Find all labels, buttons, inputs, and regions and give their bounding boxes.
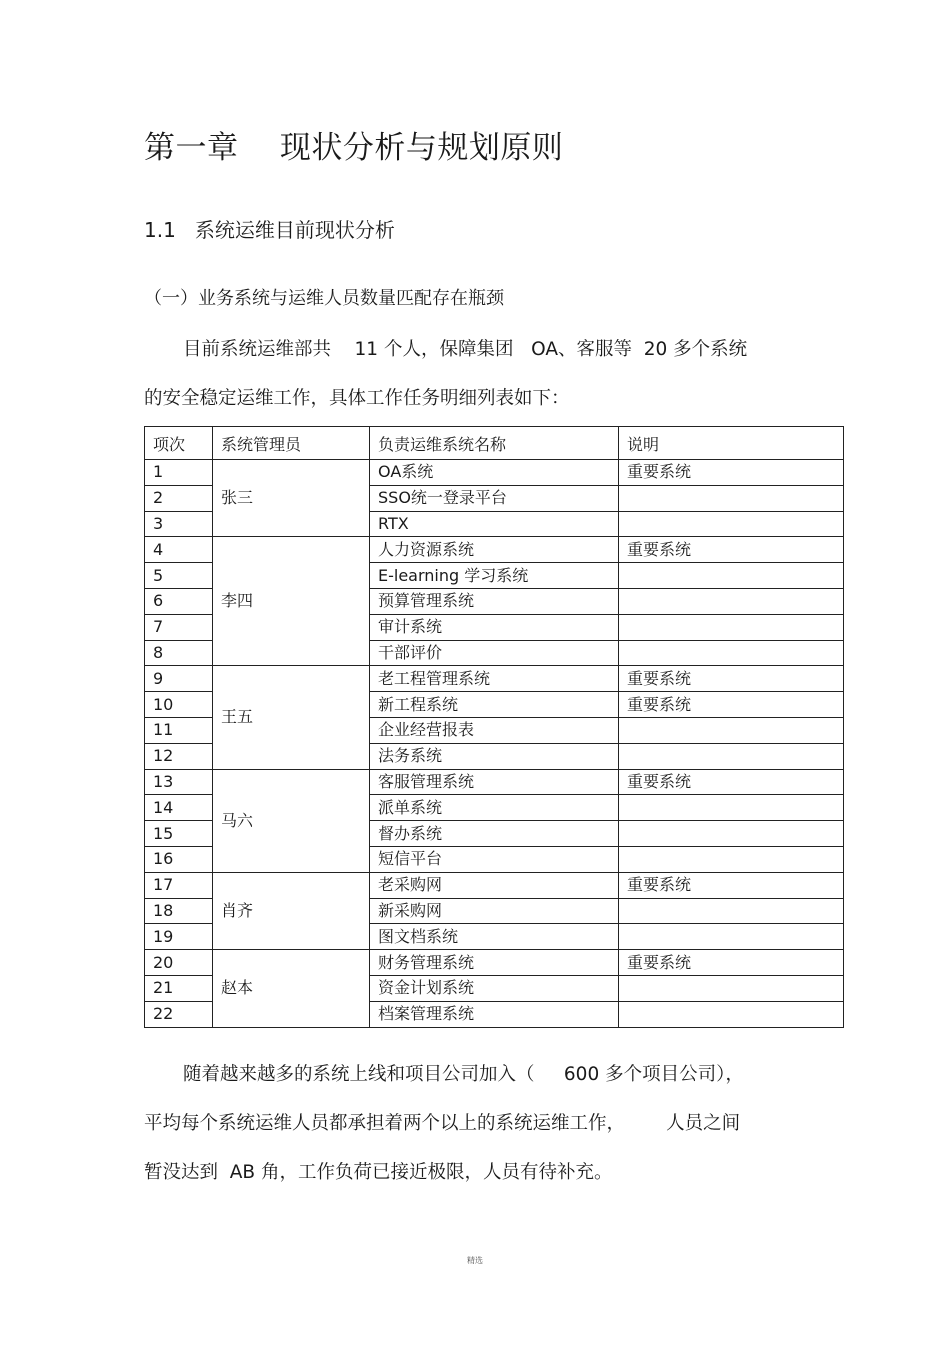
cell-system-name: 预算管理系统 <box>370 588 619 614</box>
table-body <box>145 460 844 1028</box>
cell-system-name: 企业经营报表 <box>370 717 619 743</box>
cell-system-name: 督办系统 <box>370 821 619 847</box>
cell-system-name: 客服管理系统 <box>370 769 619 795</box>
table-row <box>145 872 844 898</box>
footer-mark: 精选 <box>467 1256 483 1265</box>
table-row <box>145 460 844 486</box>
cell-system-name: 资金计划系统 <box>370 975 619 1001</box>
cell-note <box>619 846 844 872</box>
cell-item-no: 20 <box>145 950 213 976</box>
cell-note <box>619 898 844 924</box>
header-manager: 系统管理员 <box>213 427 370 460</box>
subsection-title: （一）业务系统与运维人员数量匹配存在瓶颈 <box>144 288 504 309</box>
cell-manager: 马六 <box>213 769 370 872</box>
cell-item-no: 2 <box>145 485 213 511</box>
cell-system-name: 新工程系统 <box>370 692 619 718</box>
cell-note: 重要系统 <box>619 537 844 563</box>
conclusion-line-3: 暂没达到 AB 角，工作负荷已接近极限，人员有待补充。 <box>144 1162 613 1183</box>
table-row <box>145 950 844 976</box>
cell-note <box>619 563 844 589</box>
cell-note <box>619 717 844 743</box>
cell-system-name: 派单系统 <box>370 795 619 821</box>
cell-note <box>619 1001 844 1027</box>
cell-item-no: 16 <box>145 846 213 872</box>
table-row <box>145 537 844 563</box>
cell-item-no: 5 <box>145 563 213 589</box>
cell-item-no: 1 <box>145 460 213 486</box>
cell-note: 重要系统 <box>619 692 844 718</box>
cell-note: 重要系统 <box>619 872 844 898</box>
table-header-row <box>145 427 844 460</box>
cell-system-name: 法务系统 <box>370 743 619 769</box>
cell-item-no: 10 <box>145 692 213 718</box>
cell-note: 重要系统 <box>619 666 844 692</box>
cell-item-no: 21 <box>145 975 213 1001</box>
cell-item-no: 12 <box>145 743 213 769</box>
cell-note <box>619 511 844 537</box>
cell-note: 重要系统 <box>619 950 844 976</box>
table-row <box>145 769 844 795</box>
cell-system-name: 老工程管理系统 <box>370 666 619 692</box>
cell-system-name: 财务管理系统 <box>370 950 619 976</box>
cell-system-name: 人力资源系统 <box>370 537 619 563</box>
cell-note <box>619 821 844 847</box>
cell-item-no: 19 <box>145 924 213 950</box>
cell-item-no: 22 <box>145 1001 213 1027</box>
ops-assignment-table <box>144 426 844 1028</box>
cell-item-no: 15 <box>145 821 213 847</box>
cell-note <box>619 795 844 821</box>
cell-manager: 张三 <box>213 460 370 537</box>
cell-note <box>619 743 844 769</box>
cell-note <box>619 975 844 1001</box>
cell-item-no: 6 <box>145 588 213 614</box>
cell-system-name: 档案管理系统 <box>370 1001 619 1027</box>
cell-manager: 赵本 <box>213 950 370 1027</box>
cell-item-no: 9 <box>145 666 213 692</box>
cell-note: 重要系统 <box>619 769 844 795</box>
cell-item-no: 18 <box>145 898 213 924</box>
cell-note: 重要系统 <box>619 460 844 486</box>
cell-manager: 李四 <box>213 537 370 666</box>
cell-manager: 肖齐 <box>213 872 370 949</box>
cell-item-no: 17 <box>145 872 213 898</box>
cell-system-name: SSO统一登录平台 <box>370 485 619 511</box>
header-system-name: 负责运维系统名称 <box>370 427 619 460</box>
cell-system-name: 干部评价 <box>370 640 619 666</box>
section-title: 1.1 系统运维目前现状分析 <box>144 218 395 242</box>
cell-system-name: 短信平台 <box>370 846 619 872</box>
cell-system-name: E-learning 学习系统 <box>370 563 619 589</box>
cell-system-name: RTX <box>370 511 619 537</box>
cell-item-no: 7 <box>145 614 213 640</box>
cell-item-no: 4 <box>145 537 213 563</box>
header-note: 说明 <box>619 427 844 460</box>
table-row <box>145 666 844 692</box>
chapter-title: 第一章 现状分析与规划原则 <box>144 130 564 166</box>
cell-note <box>619 640 844 666</box>
conclusion-line-2: 平均每个系统运维人员都承担着两个以上的系统运维工作， 人员之间 <box>144 1113 741 1134</box>
cell-system-name: 新采购网 <box>370 898 619 924</box>
header-item-no: 项次 <box>145 427 213 460</box>
cell-note <box>619 588 844 614</box>
intro-line-1: 目前系统运维部共 11 个人，保障集团 OA、客服等 20 多个系统 <box>183 339 748 360</box>
cell-item-no: 11 <box>145 717 213 743</box>
cell-item-no: 8 <box>145 640 213 666</box>
cell-note <box>619 924 844 950</box>
cell-system-name: OA系统 <box>370 460 619 486</box>
cell-item-no: 3 <box>145 511 213 537</box>
cell-item-no: 13 <box>145 769 213 795</box>
cell-system-name: 审计系统 <box>370 614 619 640</box>
cell-note <box>619 485 844 511</box>
cell-note <box>619 614 844 640</box>
cell-item-no: 14 <box>145 795 213 821</box>
cell-system-name: 图文档系统 <box>370 924 619 950</box>
intro-line-2: 的安全稳定运维工作，具体工作任务明细列表如下： <box>144 388 570 409</box>
conclusion-line-1: 随着越来越多的系统上线和项目公司加入（ 600 多个项目公司）， <box>183 1064 744 1085</box>
cell-manager: 王五 <box>213 666 370 769</box>
cell-system-name: 老采购网 <box>370 872 619 898</box>
